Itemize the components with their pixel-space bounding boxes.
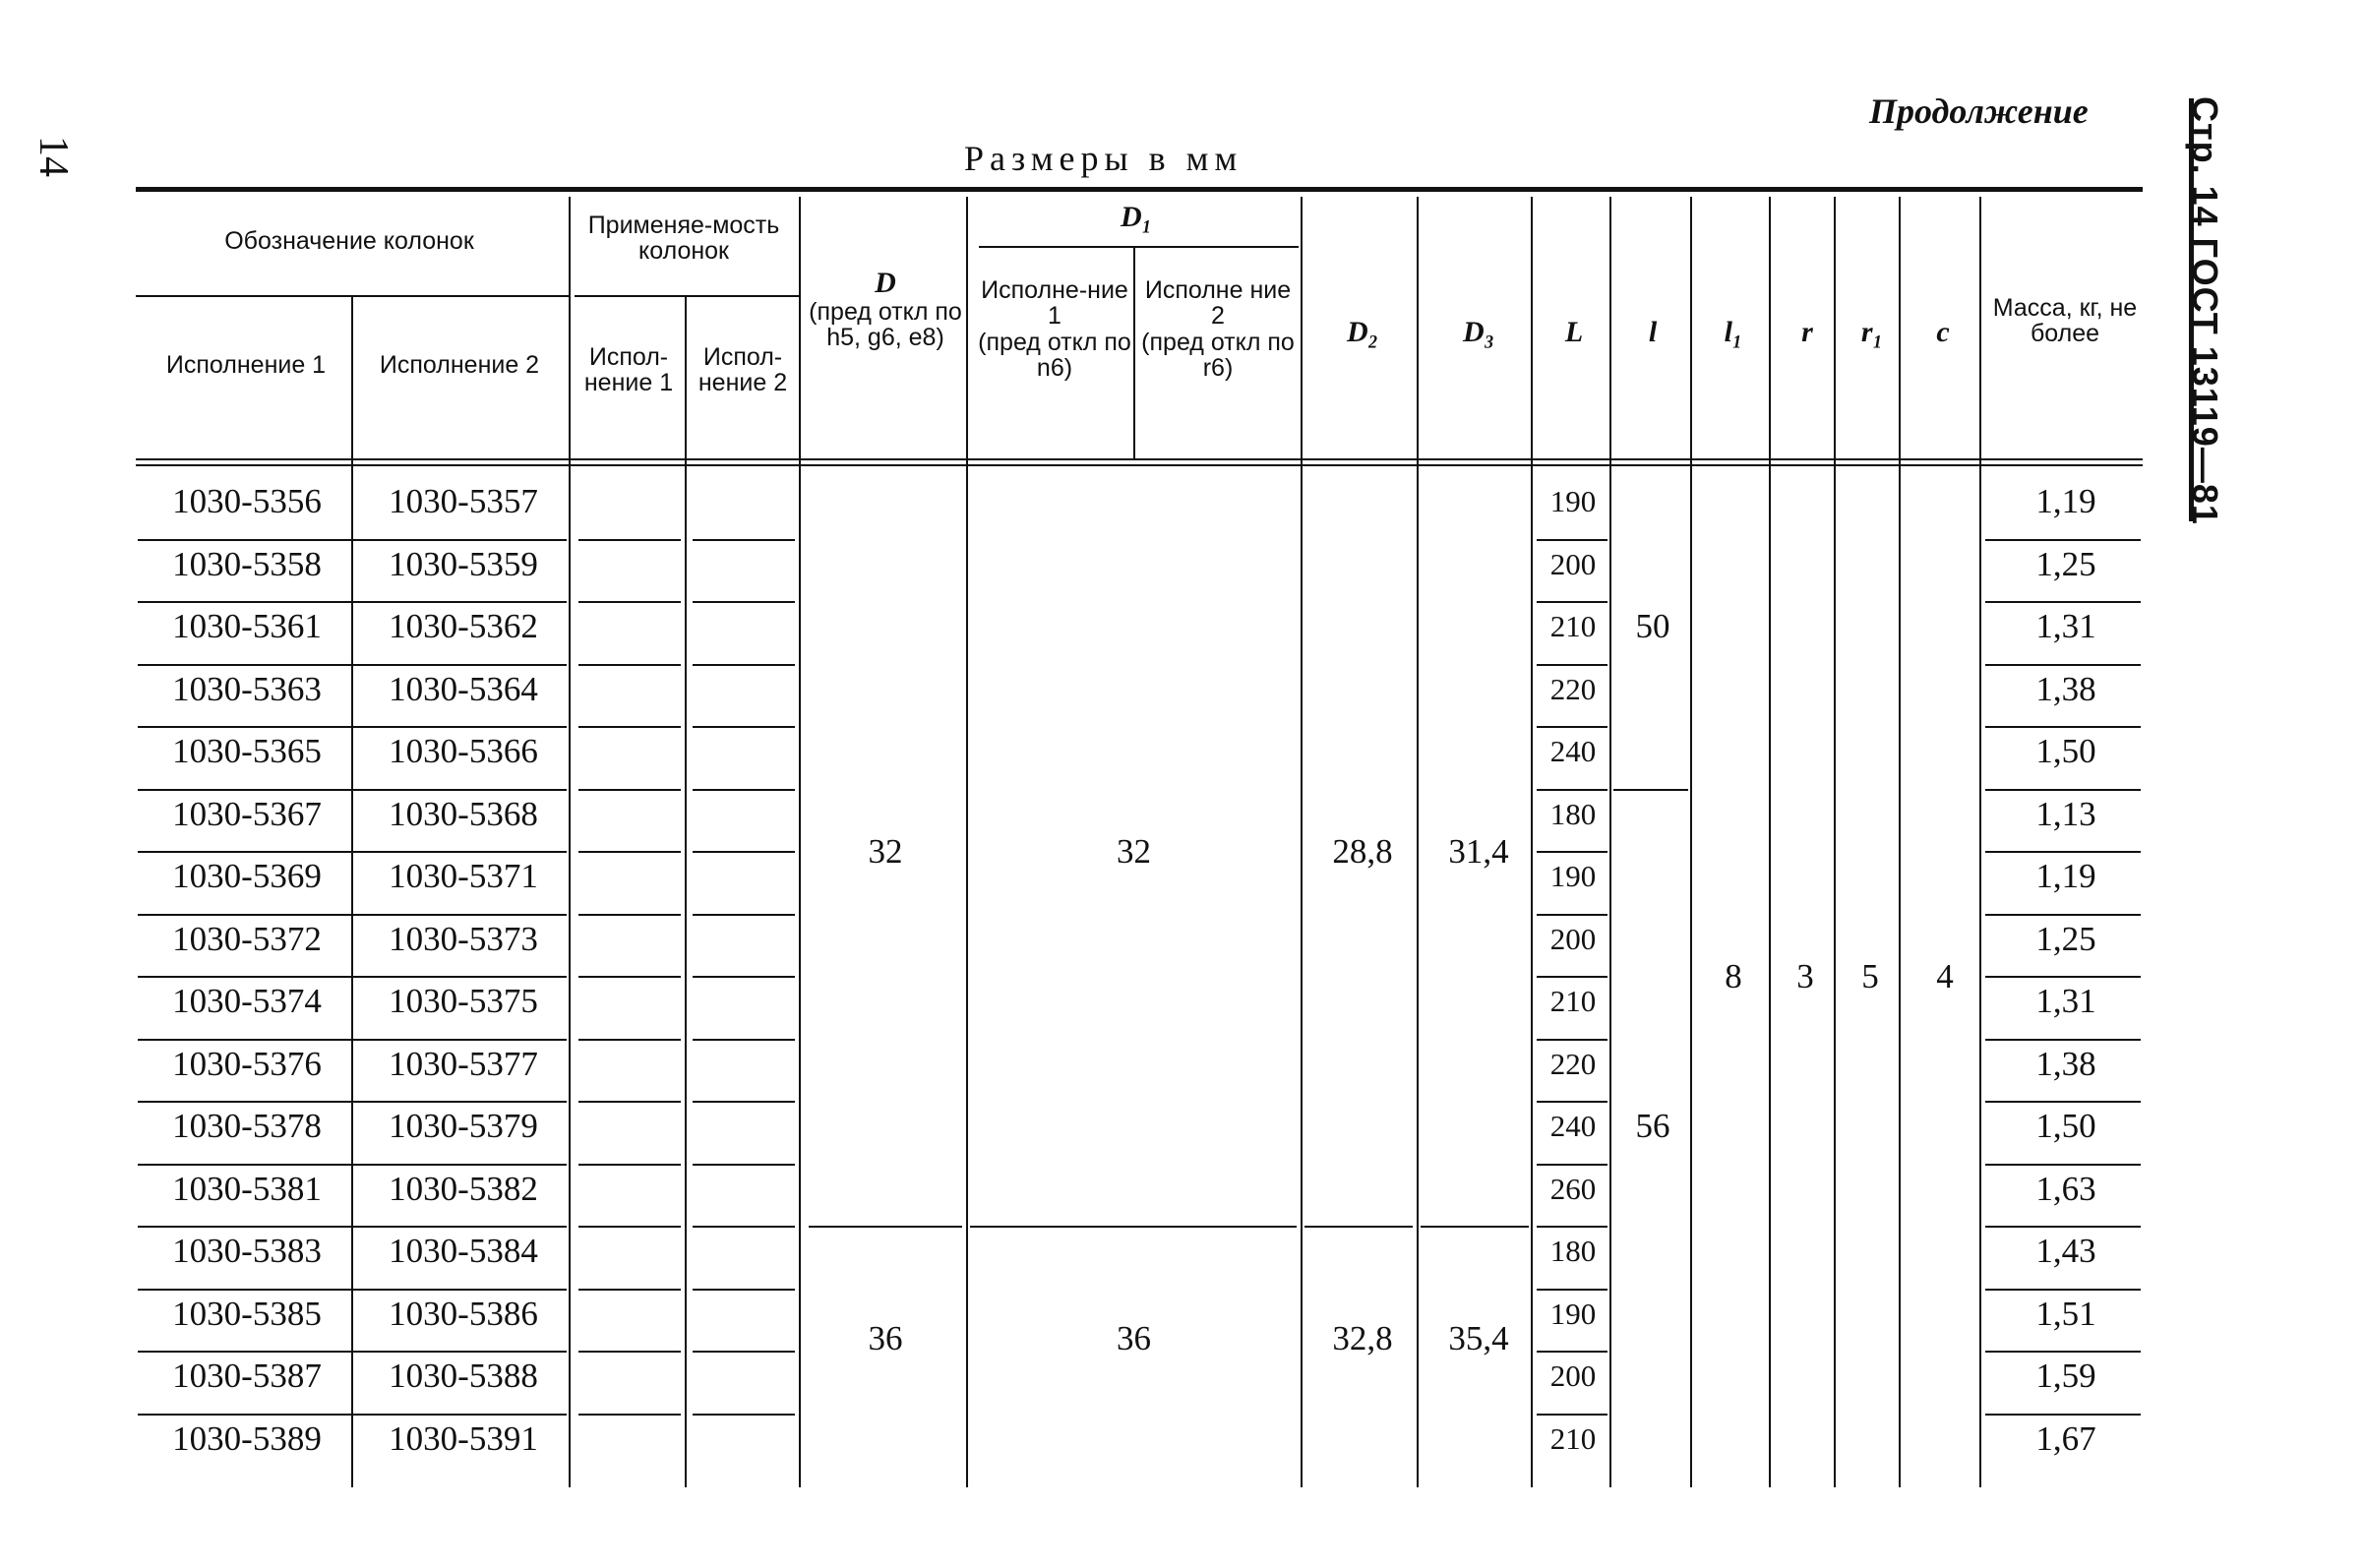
header-d2: D₂: [1346, 316, 1379, 348]
row-rule-app2: [693, 539, 795, 541]
mass-value: 1,63: [2035, 1169, 2096, 1208]
d3-group-2: 35,4: [1448, 1318, 1509, 1357]
header-mass: Масса, кг, не более: [1992, 294, 2138, 348]
designation-ver1: 1030-5361: [172, 607, 322, 645]
row-rule-designation: [138, 664, 567, 666]
mass-value: 1,38: [2035, 669, 2096, 708]
group-rule-D3: [1421, 1226, 1529, 1228]
designation-ver1: 1030-5383: [172, 1232, 322, 1270]
row-rule-L: [1537, 789, 1607, 791]
designation-ver2: 1030-5362: [389, 607, 538, 645]
header-d1-ver1-note: (пред откл по n6): [978, 328, 1131, 382]
row-rule-app2: [693, 1164, 795, 1166]
row-rule-mass: [1985, 914, 2141, 916]
row-rule-app1: [578, 1226, 681, 1228]
page-number: 14: [30, 136, 76, 177]
designation-ver2: 1030-5368: [389, 794, 538, 833]
designation-ver2: 1030-5382: [389, 1169, 538, 1208]
group-rule-D1: [970, 1226, 1297, 1228]
row-rule-designation: [138, 1226, 567, 1228]
designation-ver1: 1030-5381: [172, 1169, 322, 1208]
d3-group-1: 31,4: [1448, 831, 1509, 871]
row-rule-designation: [138, 914, 567, 916]
header-l1: l₁: [1724, 316, 1743, 348]
row-rule-designation: [138, 1289, 567, 1291]
designation-ver2: 1030-5364: [389, 669, 538, 708]
row-rule-mass: [1985, 601, 2141, 603]
column-rule: [799, 197, 801, 1487]
d-group-1: 32: [868, 831, 903, 871]
row-rule-designation: [138, 1351, 567, 1353]
row-rule-L: [1537, 1101, 1607, 1103]
header-d1-ver2-label: Исполне ние 2: [1144, 276, 1292, 331]
header-l: l: [1648, 316, 1658, 348]
applicability-sub-rule: [575, 295, 801, 297]
length-L: 210: [1549, 609, 1597, 643]
row-rule-app2: [693, 851, 795, 853]
row-rule-mass: [1985, 1039, 2141, 1041]
column-rule: [685, 297, 687, 1487]
group-rule-D2: [1304, 1226, 1413, 1228]
d1-sub-rule: [979, 246, 1299, 248]
l-value-b: 56: [1635, 1107, 1670, 1145]
designation-ver1: 1030-5376: [172, 1044, 322, 1083]
table-top-rule: [136, 187, 2143, 192]
row-rule-mass: [1985, 1414, 2141, 1416]
header-d1-ver1: [976, 277, 1133, 381]
mass-value: 1,31: [2035, 982, 2096, 1020]
sizes-caption: Размеры в мм: [964, 139, 1243, 178]
mass-value: 1,31: [2035, 607, 2096, 645]
row-rule-designation: [138, 539, 567, 541]
column-rule: [1979, 197, 1981, 1487]
column-rule: [1899, 197, 1901, 1487]
row-rule-L: [1537, 1351, 1607, 1353]
l-value-a: 50: [1635, 607, 1670, 645]
header-r1: r₁: [1860, 316, 1884, 348]
mass-value: 1,50: [2035, 1107, 2096, 1145]
column-rule: [1417, 197, 1419, 1487]
length-L: 190: [1549, 859, 1597, 893]
d2-group-1: 28,8: [1332, 831, 1393, 871]
row-rule-app1: [578, 789, 681, 791]
row-rule-app1: [578, 664, 681, 666]
row-rule-designation: [138, 851, 567, 853]
mass-value: 1,67: [2035, 1418, 2096, 1458]
row-rule-designation: [138, 726, 567, 728]
row-rule-designation: [138, 1164, 567, 1166]
designation-ver1: 1030-5356: [172, 482, 322, 520]
designation-ver1: 1030-5389: [172, 1418, 322, 1458]
header-d-symbol: D: [875, 267, 896, 299]
row-rule-L: [1537, 1414, 1607, 1416]
row-rule-mass: [1985, 664, 2141, 666]
column-rule: [1133, 248, 1135, 458]
row-rule-mass: [1985, 1101, 2141, 1103]
designation-ver1: 1030-5369: [172, 857, 322, 895]
length-L: 180: [1549, 1234, 1597, 1268]
designation-ver1: 1030-5358: [172, 544, 322, 583]
row-rule-mass: [1985, 1164, 2141, 1166]
row-rule-app1: [578, 1101, 681, 1103]
header-bottom-rule-2: [136, 464, 2143, 466]
row-rule-app2: [693, 726, 795, 728]
designation-ver2: 1030-5377: [389, 1044, 538, 1083]
header-d1-ver1-label: Исполне-ние 1: [981, 276, 1128, 331]
row-rule-app1: [578, 539, 681, 541]
row-rule-app1: [578, 976, 681, 978]
row-rule-L: [1537, 664, 1607, 666]
designation-ver2: 1030-5388: [389, 1357, 538, 1395]
row-rule-L: [1537, 1164, 1607, 1166]
row-rule-app2: [693, 1226, 795, 1228]
header-L: L: [1564, 316, 1584, 348]
length-L: 210: [1549, 984, 1597, 1018]
r1-value: 5: [1861, 956, 1879, 995]
row-rule-L: [1537, 1226, 1607, 1228]
row-rule-app1: [578, 1039, 681, 1041]
row-rule-app1: [578, 1164, 681, 1166]
continuation-label: Продолжение: [1869, 91, 2089, 131]
row-rule-designation: [138, 976, 567, 978]
length-L: 190: [1549, 1296, 1597, 1331]
designation-ver1: 1030-5385: [172, 1294, 322, 1333]
row-rule-app1: [578, 914, 681, 916]
row-rule-L: [1537, 601, 1607, 603]
row-rule-mass: [1985, 1226, 2141, 1228]
designation-ver2: 1030-5375: [389, 982, 538, 1020]
row-rule-L: [1537, 914, 1607, 916]
row-rule-app2: [693, 976, 795, 978]
row-rule-L: [1537, 539, 1607, 541]
row-rule-mass: [1985, 726, 2141, 728]
row-rule-L: [1537, 976, 1607, 978]
designation-ver2: 1030-5384: [389, 1232, 538, 1270]
row-rule-app2: [693, 1039, 795, 1041]
d-group-2: 36: [868, 1318, 903, 1357]
row-rule-app2: [693, 1101, 795, 1103]
header-ver1: [138, 352, 354, 378]
mass-value: 1,25: [2035, 544, 2096, 583]
row-rule-L: [1537, 1039, 1607, 1041]
row-rule-mass: [1985, 1351, 2141, 1353]
column-rule: [1769, 197, 1771, 1487]
designation-ver1: 1030-5374: [172, 982, 322, 1020]
l1-value: 8: [1725, 956, 1742, 995]
mass-value: 1,59: [2035, 1357, 2096, 1395]
row-rule-mass: [1985, 539, 2141, 541]
row-rule-mass: [1985, 1289, 2141, 1291]
designation-ver1: 1030-5365: [172, 732, 322, 770]
side-title: Стр. 14 ГОСТ 13119—81: [2185, 96, 2225, 525]
designation-ver1: 1030-5378: [172, 1107, 322, 1145]
header-ver2: [356, 352, 563, 378]
row-rule-mass: [1985, 789, 2141, 791]
header-ver1-label: Исполнение 1: [165, 351, 327, 379]
designation-ver2: 1030-5379: [389, 1107, 538, 1145]
row-rule-mass: [1985, 976, 2141, 978]
length-L: 210: [1549, 1420, 1597, 1456]
mass-value: 1,51: [2035, 1294, 2096, 1333]
column-rule: [1609, 197, 1611, 1487]
row-rule-app2: [693, 914, 795, 916]
header-d-note: (пред откл по h5, g6, e8): [809, 297, 962, 351]
column-rule: [1834, 197, 1836, 1487]
row-rule-designation: [138, 601, 567, 603]
row-rule-L: [1537, 851, 1607, 853]
row-rule-designation: [138, 789, 567, 791]
mass-value: 1,19: [2035, 482, 2096, 520]
mass-value: 1,50: [2035, 732, 2096, 770]
designation-ver1: 1030-5367: [172, 794, 322, 833]
row-rule-designation: [138, 1414, 567, 1416]
column-rule: [1301, 197, 1303, 1487]
mass-value: 1,38: [2035, 1044, 2096, 1083]
group-rule-D: [809, 1226, 962, 1228]
r-value: 3: [1796, 956, 1814, 995]
designation-ver2: 1030-5371: [389, 857, 538, 895]
header-d1-ver2: [1139, 277, 1297, 381]
designation-ver2: 1030-5373: [389, 919, 538, 958]
header-d1-ver2-note: (пред откл по r6): [1141, 328, 1295, 382]
header-r: r: [1801, 316, 1813, 348]
row-rule-app1: [578, 851, 681, 853]
length-L: 220: [1549, 671, 1597, 706]
length-L: 200: [1549, 921, 1597, 956]
row-rule-designation: [138, 1101, 567, 1103]
row-rule-app2: [693, 1351, 795, 1353]
header-d: [807, 268, 964, 350]
row-rule-app2: [693, 601, 795, 603]
row-rule-designation: [138, 1039, 567, 1041]
d1-group-1: 32: [1117, 831, 1151, 871]
header-app-ver2: Испол-нение 2: [697, 343, 788, 397]
row-rule-L: [1537, 726, 1607, 728]
row-rule-app1: [578, 601, 681, 603]
d2-group-2: 32,8: [1332, 1318, 1393, 1357]
header-d1: D₁: [1120, 201, 1153, 233]
header-d3: D₃: [1462, 316, 1495, 348]
row-rule-app1: [578, 1289, 681, 1291]
length-L: 180: [1549, 796, 1597, 831]
header-c: c: [1936, 316, 1950, 348]
column-rule: [966, 197, 968, 1487]
row-rule-app1: [578, 726, 681, 728]
length-L: 240: [1549, 734, 1597, 768]
designation-ver1: 1030-5363: [172, 669, 322, 708]
row-rule-app2: [693, 1289, 795, 1291]
row-rule-app2: [693, 789, 795, 791]
mass-value: 1,43: [2035, 1232, 2096, 1270]
row-rule-app1: [578, 1414, 681, 1416]
mass-value: 1,13: [2035, 794, 2096, 833]
row-rule-app2: [693, 664, 795, 666]
d1-group-2: 36: [1117, 1318, 1151, 1357]
length-L: 200: [1549, 546, 1597, 581]
designation-ver2: 1030-5357: [389, 482, 538, 520]
header-designation: Обозначение колонок: [224, 227, 474, 255]
header-bottom-rule: [136, 458, 2143, 460]
length-L: 190: [1549, 484, 1597, 518]
length-L: 220: [1549, 1046, 1597, 1081]
header-applicability: Применяе-мость колонок: [587, 211, 780, 266]
row-rule-L: [1537, 1289, 1607, 1291]
row-rule-app2: [693, 1414, 795, 1416]
designation-ver1: 1030-5387: [172, 1357, 322, 1395]
designation-ver2: 1030-5391: [389, 1418, 538, 1458]
column-rule: [1690, 197, 1692, 1487]
designation-ver2: 1030-5386: [389, 1294, 538, 1333]
designation-ver1: 1030-5372: [172, 919, 322, 958]
length-L: 200: [1549, 1358, 1597, 1393]
header-app-ver1: Испол-нение 1: [583, 343, 674, 397]
mass-value: 1,19: [2035, 857, 2096, 895]
row-rule-app1: [578, 1351, 681, 1353]
c-value: 4: [1936, 956, 1954, 995]
designation-ver2: 1030-5366: [389, 732, 538, 770]
designation-ver2: 1030-5359: [389, 544, 538, 583]
header-ver2-label: Исполнение 2: [379, 351, 540, 379]
row-rule-mass: [1985, 851, 2141, 853]
length-L: 240: [1549, 1109, 1597, 1143]
l-group-rule: [1613, 789, 1688, 791]
mass-value: 1,25: [2035, 919, 2096, 958]
length-L: 260: [1549, 1171, 1597, 1206]
